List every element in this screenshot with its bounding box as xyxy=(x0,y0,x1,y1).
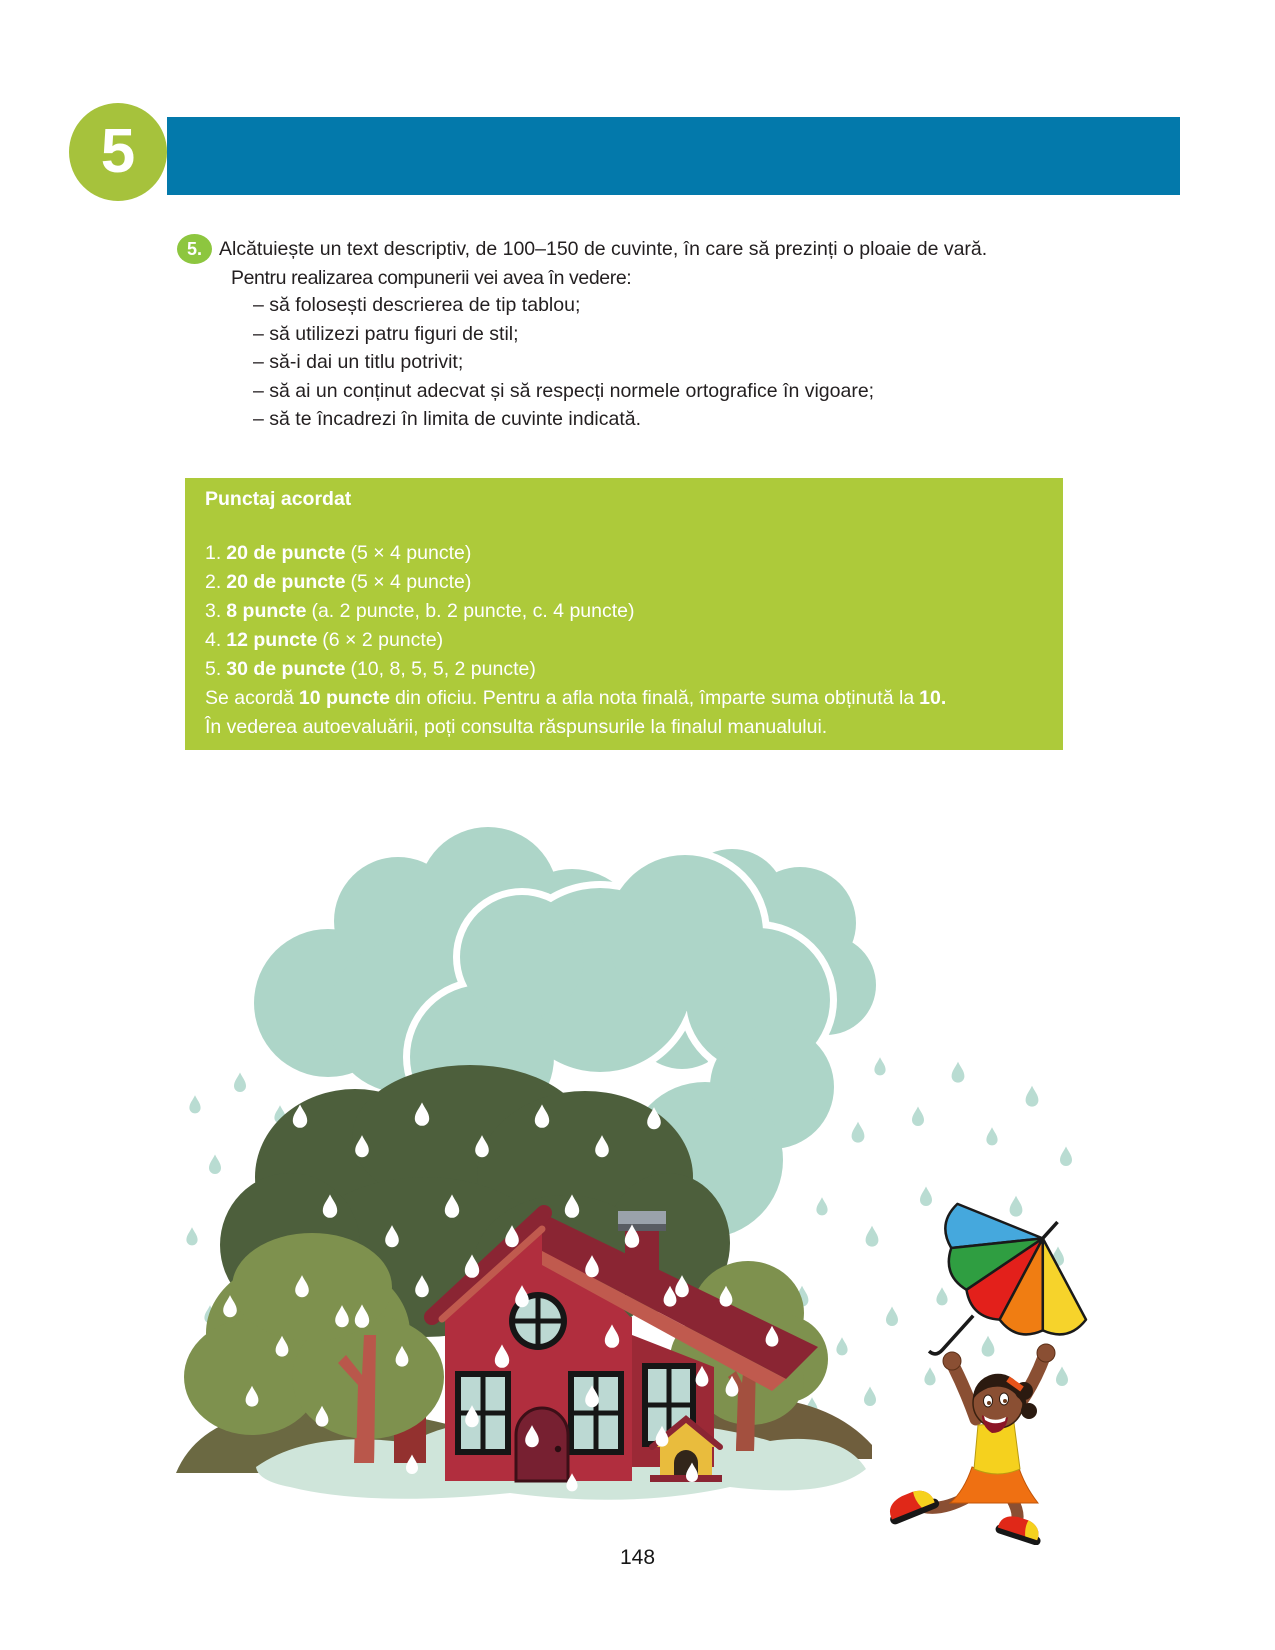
child-eye xyxy=(984,1395,993,1407)
child-shoe-left xyxy=(883,1484,940,1526)
child-arm-left xyxy=(954,1367,976,1419)
task-requirements xyxy=(253,291,1093,434)
task-intro: Pentru realizarea compunerii vei avea în vedere: xyxy=(231,267,632,289)
task-number-badge: 5. xyxy=(177,234,212,264)
scoring-title: Punctaj acordat xyxy=(205,488,352,510)
umbrella-handle xyxy=(929,1310,973,1358)
scoring-item: 2. 20 de puncte (5 × 4 puncte) xyxy=(205,571,472,593)
scoring-item: 3. 8 puncte (a. 2 puncte, b. 2 puncte, c. 4 puncte) xyxy=(205,600,635,622)
child-hair-curl xyxy=(1021,1403,1037,1419)
header-bar xyxy=(167,117,1180,195)
task-text: Alcătuiește un text descriptiv, de 100–150 de cuvinte, în care să prezinți o ploaie de vară. xyxy=(219,238,988,260)
scoring-item: 5. 30 de puncte (10, 8, 5, 5, 2 puncte) xyxy=(205,658,536,680)
requirement-item: – să-i dai un titlu potrivit; xyxy=(253,351,464,373)
front-window-right xyxy=(568,1371,624,1455)
child xyxy=(883,1344,1055,1545)
summer-rain-illustration xyxy=(170,815,1090,1545)
scoring-panel xyxy=(185,478,1063,750)
scoring-note-2: În vederea autoevaluării, poți consulta răspunsurile la finalul manualului. xyxy=(205,716,828,738)
child-eye xyxy=(1000,1393,1009,1405)
requirement-item: – să folosești descrierea de tip tablou; xyxy=(253,294,581,316)
requirement-item: – să utilizezi patru figuri de stil; xyxy=(253,322,519,345)
front-window-left xyxy=(455,1371,511,1455)
unit-number: 5 xyxy=(100,117,136,186)
requirement-item: – să te încadrezi în limita de cuvinte indicată. xyxy=(253,408,642,430)
front-door xyxy=(516,1408,568,1481)
scoring-item: 1. 20 de puncte (5 × 4 puncte) xyxy=(205,542,472,564)
page-number: 148 xyxy=(619,1546,656,1569)
requirement-item: – să ai un conținut adecvat și să respecți normele ortografice în vigoare; xyxy=(253,379,875,402)
chimney xyxy=(618,1211,666,1295)
scoring-note: Se acordă 10 puncte din oficiu. Pentru a afla nota finală, împarte suma obținută la 10. xyxy=(205,687,947,709)
unit-number-badge xyxy=(69,103,167,201)
child-fist-left xyxy=(943,1352,961,1370)
child-fist-right xyxy=(1037,1344,1055,1362)
scoring-item: 4. 12 puncte (6 × 2 puncte) xyxy=(205,629,444,651)
